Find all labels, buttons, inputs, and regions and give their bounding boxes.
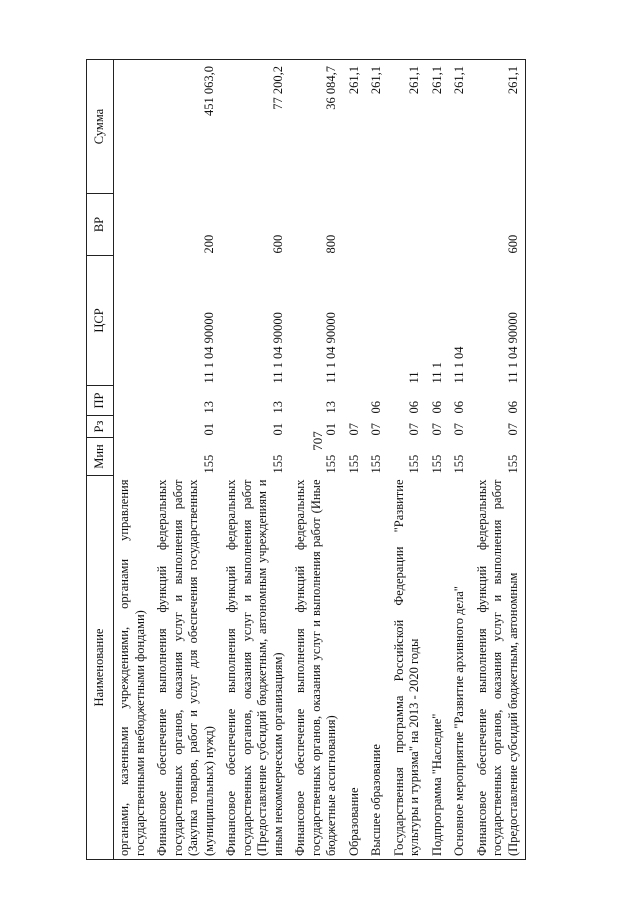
table-header-row [87, 60, 114, 860]
table-row [472, 60, 526, 860]
row-csr [344, 256, 367, 386]
row-rz: 01 [201, 423, 216, 436]
row-name: Подпрограмма "Наследие" [427, 476, 450, 860]
row-sum: 261,1 [472, 60, 526, 194]
row-name: Финансовое обеспечение выполнения функций федеральных государственных органов, оказания услуг и выполнения работ (Предоставление субсидий бюджетным, автономным [472, 476, 526, 860]
row-rz [114, 416, 153, 438]
header-vr: ВР [87, 194, 114, 256]
header-min: Мин [87, 438, 114, 476]
row-rz: 07 [452, 423, 466, 436]
table-row [389, 60, 427, 860]
header-rz: Рз [87, 416, 114, 438]
row-vr: 600 [472, 194, 526, 256]
row-name: Основное мероприятие "Развитие архивного дела" [449, 476, 472, 860]
row-name: Финансовое обеспечение выполнения функций федеральных государственных органов, оказания услуг и выполнения работ (Предоставление субсидий бюджетным, автономным учреждениям и иным некоммерческим организациям) [221, 476, 290, 860]
table-row [449, 60, 472, 860]
row-csr: 11 1 [429, 362, 444, 384]
row-name: Образование [344, 476, 367, 860]
row-min: 155 [270, 454, 285, 474]
row-sum: 261,1 [344, 60, 367, 194]
header-name: Наименование [87, 476, 114, 860]
page-number: 707 [310, 431, 325, 451]
row-pr: 13 [324, 401, 338, 414]
row-sum: 261,1 [427, 60, 450, 194]
table-row [427, 60, 450, 860]
header-sum: Сумма [87, 60, 114, 194]
table-row [152, 60, 221, 860]
row-pr: 13 [270, 401, 285, 414]
header-csr: ЦСР [87, 256, 114, 386]
row-name: Государственная программа Российской Федерации "Развитие культуры и туризма" на 2013 - 2020 годы [389, 476, 427, 860]
row-vr [449, 194, 472, 256]
row-vr [389, 194, 427, 256]
row-pr [114, 386, 153, 416]
row-min: 155 [346, 454, 361, 474]
row-vr: 200 [201, 234, 216, 254]
row-min: 155 [452, 454, 466, 474]
row-sum: 261,1 [389, 60, 427, 194]
row-pr: 06 [472, 386, 526, 416]
row-csr: 11 1 04 90000 [270, 312, 285, 384]
row-sum: 451 063,0 [152, 60, 221, 194]
row-sum [114, 60, 153, 194]
row-rz: 01 [324, 423, 338, 436]
table-row [114, 60, 153, 860]
row-csr: 11 1 04 90000 [201, 312, 216, 384]
row-vr: 800 [324, 234, 338, 254]
row-rz: 07 [407, 423, 421, 436]
row-csr: 11 1 04 90000 [472, 256, 526, 386]
row-name: Финансовое обеспечение выполнения функций федеральных государственных органов, оказания услуг и выполнения работ (Иные бюджетные ассигнования) [290, 476, 344, 860]
row-pr: 06 [407, 401, 421, 414]
row-pr: 06 [369, 401, 383, 414]
row-csr [114, 256, 153, 386]
row-name: органами, казенными учреждениями, органами управления государственными внебюджетными фондами) [114, 476, 153, 860]
row-rz: 07 [472, 416, 526, 438]
row-sum: 36 084,7 [290, 60, 344, 194]
row-pr: 06 [429, 401, 444, 414]
row-vr: 600 [270, 234, 285, 254]
row-pr [344, 386, 367, 416]
row-pr: 06 [452, 401, 466, 414]
budget-table-rotated [86, 60, 606, 860]
row-csr: 11 1 04 90000 [324, 312, 338, 384]
row-min [114, 438, 153, 476]
row-sum: 77 200,2 [221, 60, 290, 194]
row-min: 155 [407, 454, 421, 474]
row-rz: 01 [270, 423, 285, 436]
row-min: 155 [201, 454, 216, 474]
row-sum: 261,1 [366, 60, 389, 194]
row-vr [427, 194, 450, 256]
row-csr: 11 [407, 371, 421, 384]
row-min: 155 [369, 454, 383, 474]
row-csr: 11 1 04 [452, 346, 466, 384]
row-pr: 13 [201, 401, 216, 414]
row-min: 155 [429, 454, 444, 474]
table-row [344, 60, 367, 860]
row-vr [344, 194, 367, 256]
table-row [221, 60, 290, 860]
table-row [366, 60, 389, 860]
row-name: Высшее образование [366, 476, 389, 860]
row-sum: 261,1 [449, 60, 472, 194]
row-vr [114, 194, 153, 256]
row-name: Финансовое обеспечение выполнения функций федеральных государственных органов, оказания услуг и выполнения работ (Закупка товаров, работ и услуг для обеспечения государственных (муниципальных) нужд) [152, 476, 221, 860]
row-vr [366, 194, 389, 256]
row-rz: 07 [346, 423, 361, 436]
row-csr [366, 256, 389, 386]
row-rz: 07 [429, 423, 444, 436]
table-row [290, 60, 344, 860]
row-rz: 07 [369, 423, 383, 436]
row-min: 155 [472, 438, 526, 476]
row-min: 155 [324, 454, 338, 474]
budget-table [86, 59, 526, 860]
header-pr: ПР [87, 386, 114, 416]
